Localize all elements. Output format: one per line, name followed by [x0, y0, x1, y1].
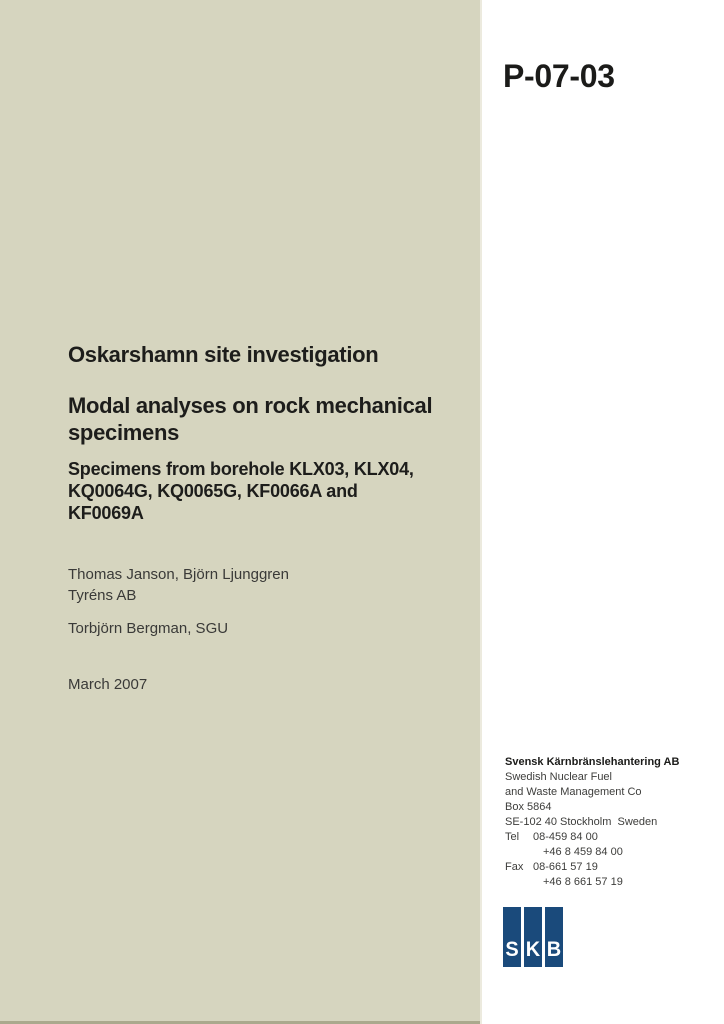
phone-label: Tel: [505, 831, 520, 843]
skb-logo-letter: S: [505, 938, 519, 961]
skb-logo-letter: B: [546, 938, 562, 961]
main-title-line-2: specimens: [68, 420, 180, 445]
phone-number: 08-459 84 00: [533, 831, 598, 843]
skb-logo: [503, 907, 563, 967]
site-investigation-title: Oskarshamn site investigation: [68, 342, 379, 367]
fax-label: Fax: [505, 861, 524, 873]
skb-logo-bar: [524, 907, 542, 967]
publisher-address-block: [505, 755, 717, 890]
phone-row: [505, 830, 717, 845]
skb-logo-letter: K: [525, 938, 541, 961]
skb-logo-bar: [545, 907, 563, 967]
main-title: [68, 392, 480, 446]
fax-number-intl: +46 8 661 57 19: [543, 876, 623, 888]
phone-row-intl: [505, 845, 717, 860]
subtitle-line-3: KF0069A: [68, 503, 144, 523]
publisher-address-line: SE-102 40 Stockholm Sweden: [505, 816, 658, 828]
publisher-address-line: Box 5864: [505, 801, 552, 813]
fax-row-intl: [505, 875, 717, 890]
phone-number-intl: +46 8 459 84 00: [543, 846, 623, 858]
authors-block: [68, 564, 480, 639]
main-title-line-1: Modal analyses on rock mechanical: [68, 393, 433, 418]
author-second: Torbjörn Bergman, SGU: [68, 620, 229, 637]
subtitle: [68, 458, 480, 524]
authors-affiliation: Tyréns AB: [68, 587, 137, 604]
authors-names: Thomas Janson, Björn Ljunggren: [68, 566, 289, 583]
publication-date: March 2007: [68, 676, 148, 693]
publisher-address-line: and Waste Management Co: [505, 786, 642, 798]
fax-number: 08-661 57 19: [533, 861, 598, 873]
report-number: P-07-03: [503, 58, 615, 94]
publisher-address-line: Swedish Nuclear Fuel: [505, 771, 612, 783]
phone-label-empty: [505, 845, 533, 860]
subtitle-line-1: Specimens from borehole KLX03, KLX04,: [68, 459, 414, 479]
fax-label-empty: [505, 875, 533, 890]
subtitle-line-2: KQ0064G, KQ0065G, KF0066A and: [68, 481, 358, 501]
skb-logo-bar: [503, 907, 521, 967]
fax-row: [505, 860, 717, 875]
title-block: [68, 342, 480, 693]
band-edge-highlight: [480, 0, 482, 1024]
publisher-company-name: Svensk Kärnbränslehantering AB: [505, 756, 680, 768]
